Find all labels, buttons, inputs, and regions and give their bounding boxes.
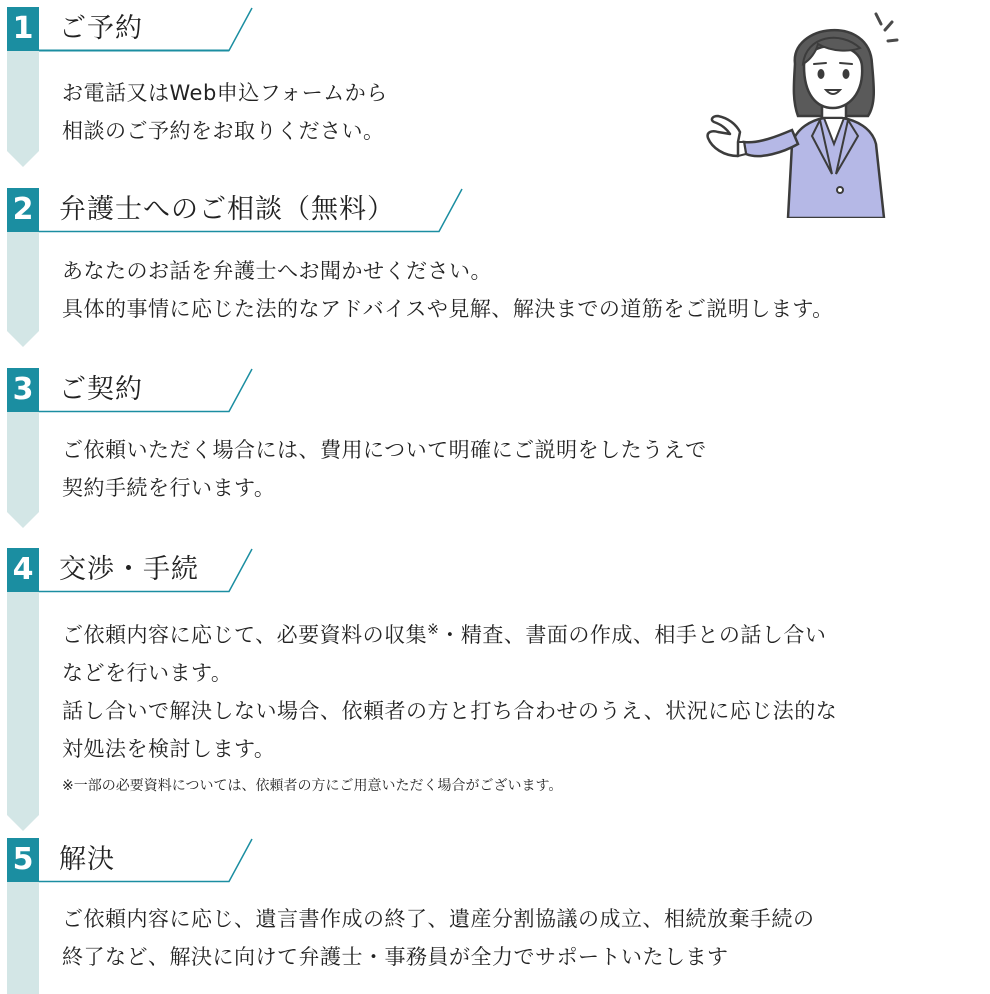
step-5-title: 解決 (59, 844, 115, 875)
step-2-number: 2 (7, 188, 39, 232)
step-4-rail (7, 592, 39, 815)
step-4-rail-arrow (7, 815, 39, 831)
step-3-title: ご契約 (59, 374, 143, 405)
step-5-number: 5 (7, 838, 39, 882)
step-3-line-2: 契約手続を行います。 (62, 476, 276, 500)
step-2-rail-arrow (7, 331, 39, 347)
step-4-number: 4 (7, 548, 39, 592)
step-4-line-2: などを行います。 (62, 661, 233, 685)
step-4-body (62, 611, 837, 798)
step-1-title: ご予約 (59, 13, 143, 44)
step-1-body (62, 74, 388, 150)
step-4-line-1b: ・精査、書面の作成、相手との話し合い (439, 623, 827, 647)
step-2-title: 弁護士へのご相談（無料） (59, 194, 395, 225)
step-3-body (62, 431, 707, 507)
step-1-line-2: 相談のご予約をお取りください。 (62, 119, 385, 143)
step-4-line-3: 話し合いで解決しない場合、依頼者の方と打ち合わせのうえ、状況に応じ法的な (62, 699, 838, 723)
step-1-rail-arrow (7, 151, 39, 167)
step-2-line-1: あなたのお話を弁護士へお聞かせください。 (62, 259, 492, 283)
step-2-rail (7, 232, 39, 331)
step-2-body (62, 252, 834, 328)
step-3-number: 3 (7, 368, 39, 412)
step-5-rail (7, 882, 39, 994)
step-3-line-1: ご依頼いただく場合には、費用について明確にご説明をしたうえで (62, 438, 707, 462)
step-4-note: ※一部の必要資料については、依頼者の方にご用意いただく場合がございます。 (62, 778, 563, 794)
step-1-rail (7, 51, 39, 151)
consultant-illustration (700, 4, 910, 218)
step-5-body (62, 900, 815, 976)
woman-guide-icon (700, 4, 910, 218)
step-1-line-1: お電話又はWeb申込フォームから (62, 81, 388, 105)
step-5-line-1: ご依頼内容に応じ、遺言書作成の終了、遺産分割協議の成立、相続放棄手続の (62, 907, 815, 931)
step-4-asterisk: ※ (427, 622, 440, 638)
step-3-rail-arrow (7, 512, 39, 528)
step-4-line-1 (62, 611, 837, 654)
step-3-rail (7, 412, 39, 512)
step-4-title: 交渉・手続 (59, 554, 199, 585)
step-1-number: 1 (7, 7, 39, 51)
step-4-line-4: 対処法を検討します。 (62, 737, 276, 761)
step-4-line-1a: ご依頼内容に応じて、必要資料の収集 (62, 623, 428, 647)
step-2-line-2: 具体的事情に応じた法的なアドバイスや見解、解決までの道筋をご説明します。 (62, 297, 834, 321)
step-5-line-2: 終了など、解決に向けて弁護士・事務員が全力でサポートいたします (62, 945, 729, 969)
